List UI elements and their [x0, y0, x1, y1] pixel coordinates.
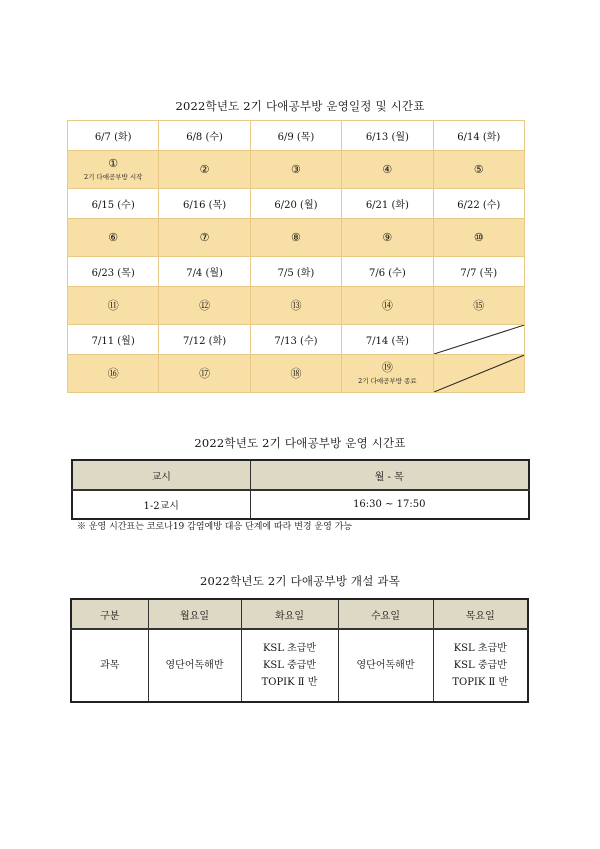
session-note: 2기 다애공부방 시작: [83, 173, 143, 181]
thursday-subjects: [433, 629, 528, 702]
session-cell: [159, 355, 250, 393]
session-number: ④: [382, 162, 393, 176]
session-cell: [433, 287, 524, 325]
date-cell: 6/20 (월): [250, 189, 341, 219]
subjects-header: 화요일: [241, 599, 338, 629]
session-number: ⑤: [473, 162, 484, 176]
date-cell: 6/14 (화): [433, 121, 524, 151]
session-number: ⑪: [107, 298, 119, 312]
subject-item: 영단어독해반: [356, 660, 415, 671]
date-cell: 7/14 (목): [342, 325, 433, 355]
session-number: ②: [199, 162, 210, 176]
date-cell: 7/13 (수): [250, 325, 341, 355]
session-number: ⑧: [291, 230, 301, 244]
timetable-header: 교시: [72, 460, 250, 490]
date-cell: 6/8 (수): [159, 121, 250, 151]
diagonal-slash: [434, 325, 524, 354]
session-note: 2기 다애공부방 종료: [358, 377, 417, 385]
date-cell: 6/9 (목): [250, 121, 341, 151]
date-cell: 7/5 (화): [250, 257, 341, 287]
session-cell: [159, 219, 250, 257]
session-number: ⑯: [107, 366, 119, 380]
session-number: ⑫: [199, 298, 211, 312]
session-cell: [250, 287, 341, 325]
session-number: ③: [291, 162, 301, 176]
session-cell: [68, 355, 159, 393]
date-cell: 7/7 (목): [433, 257, 524, 287]
tuesday-subjects: [241, 629, 338, 702]
session-cell: [342, 151, 433, 189]
footnote: ※ 운영 시간표는 코로나19 감염예방 대응 단계에 따라 변경 운영 가능: [77, 522, 353, 532]
subjects-header: 월요일: [148, 599, 241, 629]
date-cell: 6/16 (목): [159, 189, 250, 219]
schedule-grid: [67, 120, 525, 392]
subject-item: 영단어독해반: [165, 660, 224, 671]
timetable-period: 1-2교시: [72, 490, 250, 519]
session-number: ⑦: [199, 230, 210, 244]
session-cell: [68, 219, 159, 257]
session-number: ⑨: [382, 230, 393, 244]
timetable: [71, 459, 530, 520]
date-cell: 7/4 (월): [159, 257, 250, 287]
timetable-header: 월 - 목: [250, 460, 529, 490]
session-number: ①: [108, 157, 119, 170]
timetable-time: 16:30 ~ 17:50: [250, 490, 529, 519]
subjects-title: 2022학년도 2기 다애공부방 개설 과목: [199, 574, 401, 588]
date-cell: 6/21 (화): [342, 189, 433, 219]
subjects-header: 목요일: [433, 599, 528, 629]
subject-item: TOPIK Ⅱ 반: [261, 677, 318, 688]
subject-item: KSL 중급반: [453, 660, 507, 671]
date-cell: 6/15 (수): [68, 189, 159, 219]
session-cell: [250, 219, 341, 257]
subjects-header: 수요일: [338, 599, 433, 629]
session-number: ⑰: [199, 366, 211, 380]
subject-item: KSL 초급반: [453, 643, 507, 654]
session-cell: [68, 151, 159, 189]
session-number: ⑱: [290, 366, 302, 380]
session-number: ⑬: [290, 298, 302, 312]
date-cell: 6/13 (월): [342, 121, 433, 151]
date-cell: 6/23 (목): [68, 257, 159, 287]
wednesday-subjects: [338, 629, 433, 702]
date-cell: 6/7 (화): [68, 121, 159, 151]
subjects-table: [70, 598, 529, 703]
subjects-header: 구분: [71, 599, 148, 629]
session-cell: [342, 355, 433, 393]
session-cell: [159, 151, 250, 189]
date-cell: 6/22 (수): [433, 189, 524, 219]
session-cell: [159, 287, 250, 325]
subjects-row-label: 과목: [71, 629, 148, 702]
date-cell: 7/6 (수): [342, 257, 433, 287]
session-cell: [250, 151, 341, 189]
schedule-title: 2022학년도 2기 다애공부방 운영일정 및 시간표: [175, 99, 425, 113]
session-cell: [433, 151, 524, 189]
session-number: ⑩: [473, 230, 484, 244]
timetable-title: 2022학년도 2기 다애공부방 운영 시간표: [194, 436, 406, 450]
session-cell: [68, 287, 159, 325]
session-number: ⑭: [381, 298, 393, 312]
date-cell: 7/11 (월): [68, 325, 159, 355]
session-cell: [250, 355, 341, 393]
session-number: ⑲: [381, 361, 393, 374]
subject-item: KSL 초급반: [262, 643, 317, 654]
empty-date-cell: [433, 325, 524, 355]
empty-session-cell: [433, 355, 524, 393]
session-cell: [433, 219, 524, 257]
session-cell: [342, 287, 433, 325]
diagonal-slash: [434, 355, 524, 392]
date-cell: 7/12 (화): [159, 325, 250, 355]
session-cell: [342, 219, 433, 257]
subject-item: TOPIK Ⅱ 반: [452, 677, 509, 688]
monday-subjects: [148, 629, 241, 702]
session-number: ⑮: [473, 298, 485, 312]
session-number: ⑥: [108, 230, 119, 244]
subject-item: KSL 중급반: [262, 660, 317, 671]
